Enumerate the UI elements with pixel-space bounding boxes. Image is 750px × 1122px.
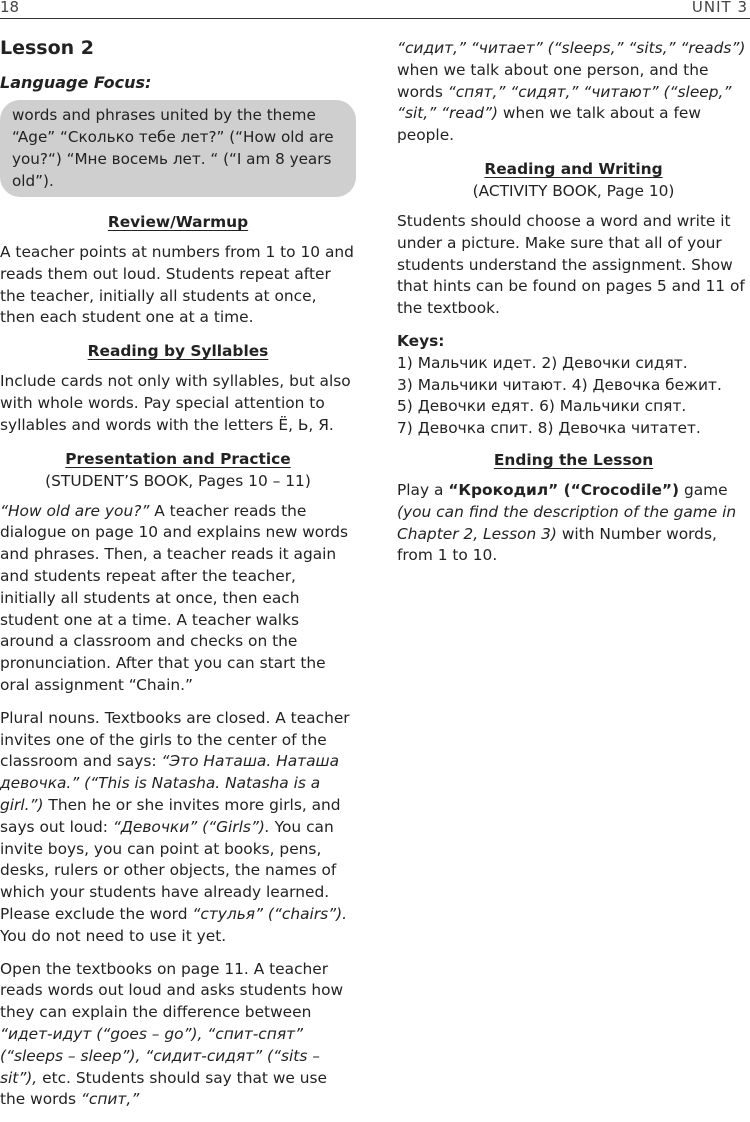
practice-title: Presentation and Practice [65, 449, 291, 468]
syllables-title: Reading by Syllables [87, 342, 269, 361]
practice-paragraph-1: “How old are you?” A teacher reads the dialogue on page 10 and explains new words and phrases. Then, a teacher reads it again and students repeat after the teacher, initially all students at once, then each student one at a time. A teacher walks around a classroom and checks on the pronunciation. After that you can start the oral assignment “Chain.” [0, 501, 349, 694]
practice-paragraph-3: Open the textbooks on page 11. A teacher reads words out loud and asks students how they can explain the difference between “идет-идут (“goes – go”), “спит-спят” (“sleeps – sleep”), “сидит-сидят” (“sits – sit”), etc. Students should say that we use the words “спит,” [0, 959, 344, 1109]
reading-writing-text: Students should choose a word and write it under a picture. Make sure that all of your students understand the assignment. Show that hints can be found on pages 5 and 11 of the textbook. [397, 211, 745, 318]
syllables-text: Include cards not only with syllables, but also with whole words. Pay special attention to syllables and words with the letters Ё, Ь, Я. [0, 372, 351, 434]
practice-subtitle: (STUDENT’S BOOK, Pages 10 – 11) [45, 471, 311, 490]
lesson-title: Lesson 2 [0, 37, 95, 59]
keys-title: Keys: [397, 331, 445, 350]
left-column [0, 36, 356, 1122]
practice-paragraph-3-continued: “сидит,” “читает” (“sleeps,” “sits,” “reads”) when we talk about one person, and the words “спят,” “сидят,” “читают” (“sleep,” “sit,” “read”) when we talk about a few people. [397, 39, 746, 145]
keys-line: 3) Мальчики читают. 4) Девочка бежит. [397, 375, 722, 394]
right-column [397, 38, 750, 578]
review-text: A teacher points at numbers from 1 to 10 and reads them out loud. Students repeat after the teacher, initially all students at once, then each student one at a time. [0, 243, 354, 327]
unit-label: UNIT 3 [691, 0, 748, 16]
language-focus-label: Language Focus: [0, 73, 152, 92]
ending-title: Ending the Lesson [493, 450, 654, 469]
keys-line: 1) Мальчик идет. 2) Девочки сидят. [397, 353, 688, 372]
reading-writing-title: Reading and Writing [484, 159, 663, 178]
keys-line: 7) Девочка спит. 8) Девочка читатет. [397, 419, 701, 438]
page-header [0, 0, 750, 19]
review-title: Review/Warmup [107, 213, 249, 231]
keys-line: 5) Девочки едят. 6) Мальчики спят. [397, 397, 687, 416]
page-number: 18 [0, 0, 20, 16]
practice-paragraph-2: Plural nouns. Textbooks are closed. A teacher invites one of the girls to the center of the classroom and says: “Это Наташа. Наташа девочка.” (“This is Natasha. Natasha is a girl.”) Then he or she invites more girls, and says out loud: “Девочки” (“Girls”). You can invite boys, you can point at books, pens, desks, rulers or other objects, the names of which your students have already learned. Please exclude the word “стулья” (“chairs”). You do not need to use it yet. [0, 708, 350, 945]
reading-writing-subtitle: (ACTIVITY BOOK, Page 10) [472, 181, 675, 200]
ending-text: Play a “Крокодил” (“Crocodile”) game (you can find the description of the game in Chapter 2, Lesson 3) with Number words, from 1 to 10. [397, 480, 737, 565]
language-focus-box: words and phrases united by the theme “Age” “Сколько тебе лет?” (“How old are you?“) “Мне восемь лет. “ (“I am 8 years old”). [0, 100, 356, 197]
